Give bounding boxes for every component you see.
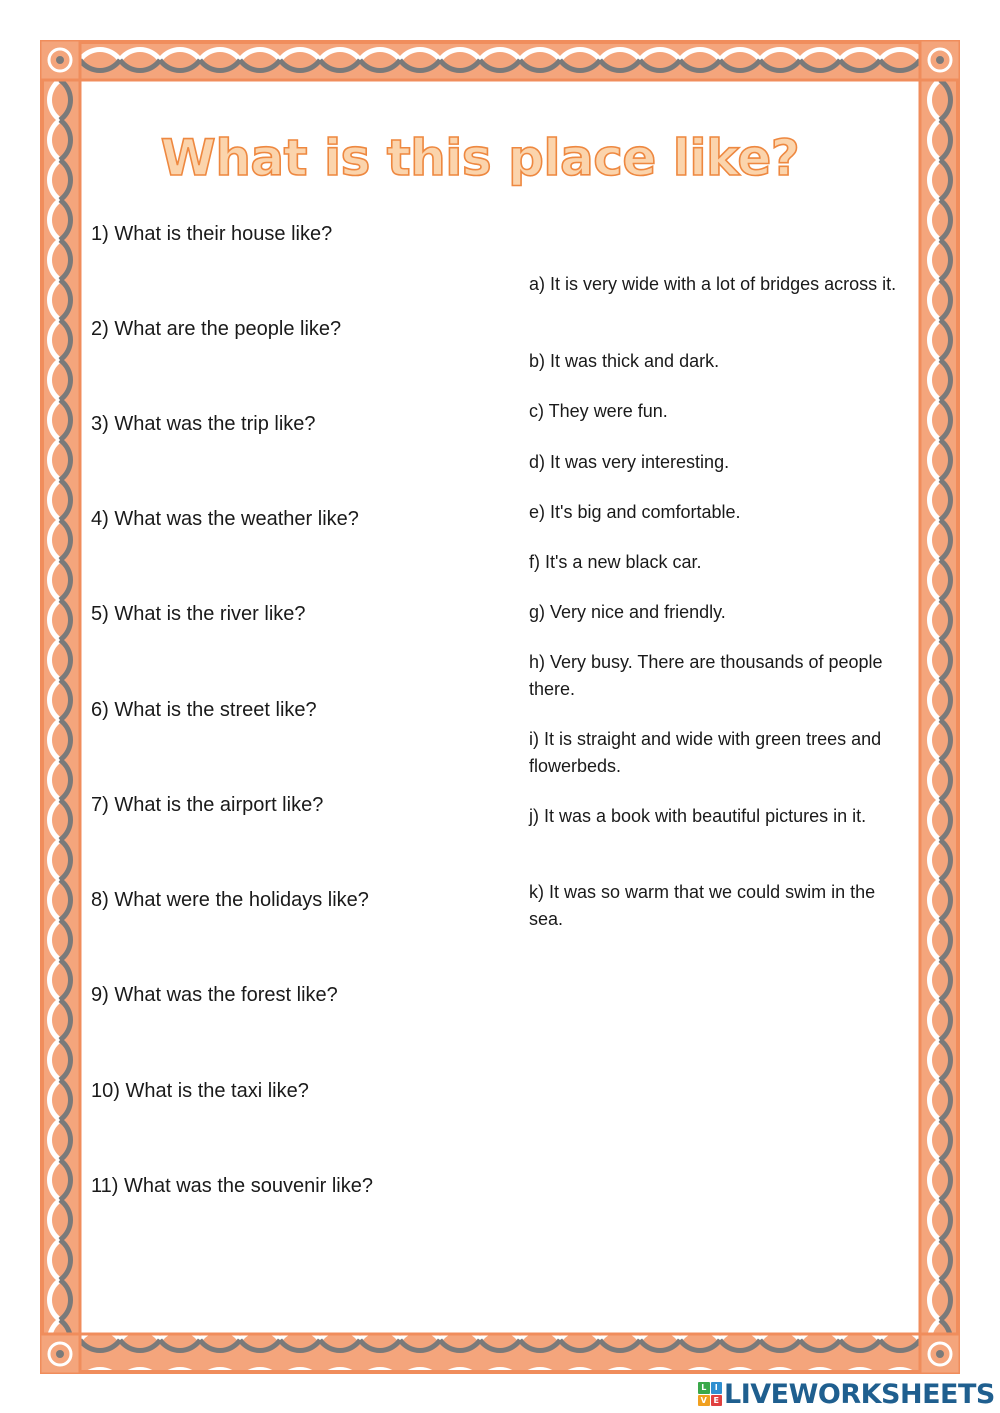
question-item: 6) What is the street like?: [91, 699, 317, 721]
liveworksheets-logo[interactable]: [698, 1377, 995, 1411]
question-item: 3) What was the trip like?: [91, 413, 316, 435]
answer-item: d) It was very interesting.: [529, 452, 730, 472]
corner-ornament: [920, 40, 960, 80]
answer-item: h) Very busy. There are thousands of people there.: [529, 652, 883, 699]
question-item: 8) What were the holidays like?: [91, 889, 369, 911]
question-item: 4) What was the weather like?: [91, 508, 359, 530]
question-item: 1) What is their house like?: [91, 223, 333, 245]
question-item: 7) What is the airport like?: [91, 794, 324, 816]
corner-ornament: [920, 1334, 960, 1374]
answer-item: j) It was a book with beautiful pictures in it.: [529, 806, 867, 826]
logo-letter: L: [698, 1382, 710, 1394]
answer-item: c) They were fun.: [529, 401, 668, 421]
question-item: 11) What was the souvenir like?: [91, 1175, 373, 1197]
logo-wordmark: LIVEWORKSHEETS: [724, 1378, 995, 1410]
answer-item: a) It is very wide with a lot of bridges across it.: [529, 274, 897, 294]
question-item: 10) What is the taxi like?: [91, 1080, 309, 1102]
question-item: 9) What was the forest like?: [91, 984, 338, 1006]
answer-item: e) It's big and comfortable.: [529, 502, 741, 522]
answer-item: f) It's a new black car.: [529, 552, 702, 572]
worksheet-title: What is this place like?: [160, 129, 800, 187]
question-item: 5) What is the river like?: [91, 603, 306, 625]
answer-item: b) It was thick and dark.: [529, 351, 720, 371]
logo-letter: E: [711, 1395, 723, 1407]
question-item: 2) What are the people like?: [91, 318, 342, 340]
corner-ornament: [40, 1334, 80, 1374]
corner-ornament: [40, 40, 80, 80]
answer-item: i) It is straight and wide with green trees and flowerbeds.: [529, 729, 882, 776]
logo-icon: [698, 1382, 722, 1406]
logo-letter: I: [711, 1382, 723, 1394]
answer-item: k) It was so warm that we could swim in the sea.: [529, 882, 876, 929]
logo-letter: V: [698, 1395, 710, 1407]
answer-item: g) Very nice and friendly.: [529, 602, 726, 622]
